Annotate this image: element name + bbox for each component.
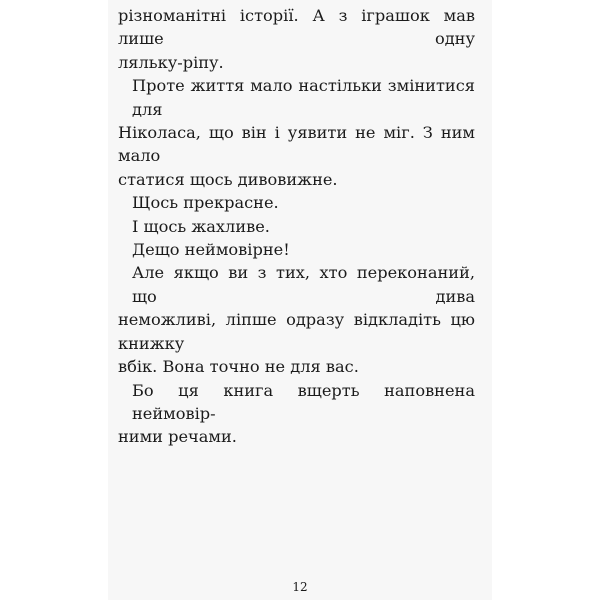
text-line: Бо ця книга вщерть наповнена неймовір- xyxy=(132,380,475,423)
text-line: ними речами. xyxy=(118,427,237,447)
text-line: статися щось дивовижне. xyxy=(118,169,338,189)
text-line: ляльку-ріпу. xyxy=(118,52,224,72)
page-number: 12 xyxy=(292,580,308,594)
text-line: Проте життя мало настільки змінитися для xyxy=(132,76,475,119)
text-line: Дещо неймовірне! xyxy=(132,240,290,260)
text-line: І щось жахливе. xyxy=(132,216,270,236)
text-line: різноманітні історії. А з іграшок мав лише одну xyxy=(118,6,475,49)
page-text xyxy=(118,4,475,449)
text-line: вбік. Вона точно не для вас. xyxy=(118,357,359,377)
text-line: Щось прекрасне. xyxy=(132,193,279,213)
text-line: Ніколаса, що він і уявити не міг. З ним мало xyxy=(118,123,475,166)
text-line: неможливі, ліпше одразу відкладіть цю книжку xyxy=(118,310,475,353)
text-line: Але якщо ви з тих, хто переконаний, що дива xyxy=(132,263,475,306)
